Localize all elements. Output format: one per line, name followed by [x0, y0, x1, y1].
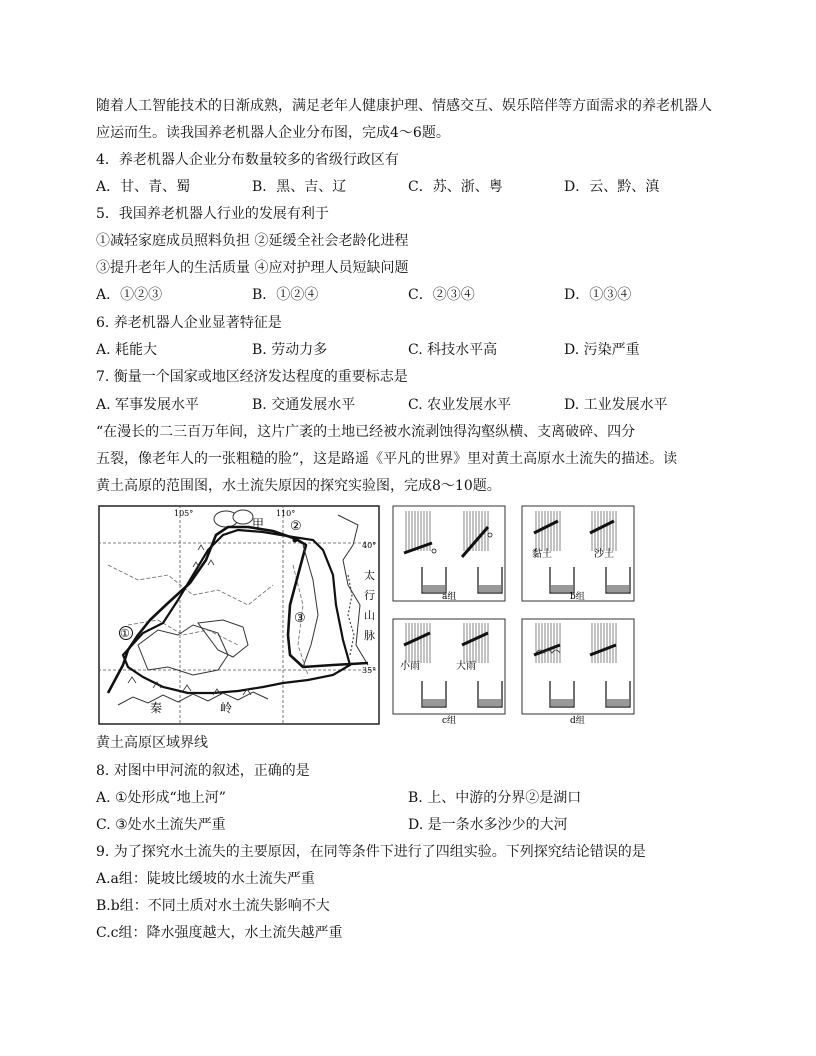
q9-option-c: C.c组：降水强度越大，水土流失越严重 [96, 925, 343, 941]
heavy-rain-label: 大雨 [456, 661, 476, 672]
q4-option-b: B．黑、吉、辽 [252, 179, 347, 195]
qinling-char-1: 秦 [150, 701, 163, 715]
q5-option-c: C．②③④ [408, 287, 475, 303]
q9-stem: 9. 为了探究水土流失的主要原因，在同等条件下进行了四组实验。下列探究结论错误的是 [96, 844, 646, 860]
group-a-label: a组 [442, 592, 457, 602]
passage-line-1: “在漫长的二三百万年间，这片广袤的土地已经被水流剥蚀得沟壑纵横、支离破碎、四分 [96, 424, 636, 440]
erosion-experiment-figure [392, 505, 636, 727]
lon-110-label: 110° [276, 509, 296, 518]
q7-option-d: D. 工业发展水平 [564, 397, 668, 413]
q4-stem: 4．养老机器人企业分布数量较多的省级行政区有 [96, 152, 399, 168]
q8-option-d: D. 是一条水多沙少的大河 [408, 817, 568, 833]
river-jia-label: 甲 [252, 517, 265, 531]
q4-option-a: A．甘、青、蜀 [96, 179, 191, 195]
qinling-char-2: 岭 [220, 701, 233, 715]
q6-option-c: C. 科技水平高 [408, 342, 498, 358]
q7-option-c: C. 农业发展水平 [408, 397, 512, 413]
light-rain-label: 小雨 [400, 661, 420, 672]
q8-option-a: A. ①处形成“地上河” [96, 790, 226, 806]
taihang-char-1: 太 [364, 569, 375, 582]
lon-105-label: 105° [174, 509, 194, 518]
q5-stem: 5．我国养老机器人行业的发展有利于 [96, 206, 329, 222]
map-caption: 黄土高原区域界线 [96, 735, 208, 751]
group-b-label: b组 [570, 592, 585, 602]
q6-stem: 6. 养老机器人企业显著特征是 [96, 315, 282, 331]
q6-option-b: B. 劳动力多 [252, 342, 328, 358]
q7-option-b: B. 交通发展水平 [252, 397, 356, 413]
q7-option-a: A. 军事发展水平 [96, 397, 200, 413]
marker-2-label: ② [290, 519, 302, 534]
lat-35-label: 35° [362, 666, 377, 675]
taihang-char-4: 脉 [364, 629, 375, 642]
lat-40-label: 40° [362, 541, 377, 550]
q6-option-d: D. 污染严重 [564, 342, 640, 358]
loess-plateau-map [98, 505, 380, 725]
q5-option-d: D．①③④ [564, 287, 632, 303]
q7-stem: 7. 衡量一个国家或地区经济发达程度的重要标志是 [96, 369, 408, 385]
q9-option-b: B.b组：不同土质对水土流失影响不大 [96, 898, 330, 914]
q5-items-line-1: ①减轻家庭成员照料负担 ②延缓全社会老龄化进程 [96, 233, 409, 249]
marker-3-label: ③ [294, 611, 306, 626]
taihang-char-2: 行 [364, 589, 375, 602]
q5-items-line-2: ③提升老年人的生活质量 ④应对护理人员短缺问题 [96, 260, 409, 276]
q9-option-a: A.a组：陡坡比缓坡的水土流失严重 [96, 871, 315, 887]
clay-label: 黏土 [532, 549, 552, 560]
q4-option-d: D．云、黔、滇 [564, 179, 660, 195]
q8-option-b: B. 上、中游的分界②是湖口 [408, 790, 582, 806]
q6-option-a: A. 耗能大 [96, 342, 158, 358]
q5-option-b: B．①②④ [252, 287, 319, 303]
q8-stem: 8. 对图中甲河流的叙述，正确的是 [96, 763, 310, 779]
q5-option-a: A．①②③ [96, 287, 163, 303]
group-c-label: c组 [442, 716, 457, 726]
group-d-label: d组 [570, 716, 585, 726]
intro-line-1: 随着人工智能技术的日渐成熟，满足老年人健康护理、情感交互、娱乐陪伴等方面需求的养老机器人 [96, 98, 712, 114]
sand-label: 沙土 [594, 549, 614, 560]
passage-line-3: 黄土高原的范围图，水土流失原因的探究实验图，完成8～10题。 [96, 478, 501, 494]
passage-line-2: 五裂，像老年人的一张粗糙的脸”，这是路遥《平凡的世界》里对黄土高原水土流失的描述。读 [96, 451, 678, 467]
taihang-char-3: 山 [364, 609, 375, 622]
marker-1-label: ① [120, 627, 130, 640]
q4-option-c: C．苏、浙、粤 [408, 179, 503, 195]
q8-option-c: C. ③处水土流失严重 [96, 817, 226, 833]
intro-line-2: 应运而生。读我国养老机器人企业分布图，完成4～6题。 [96, 125, 450, 141]
